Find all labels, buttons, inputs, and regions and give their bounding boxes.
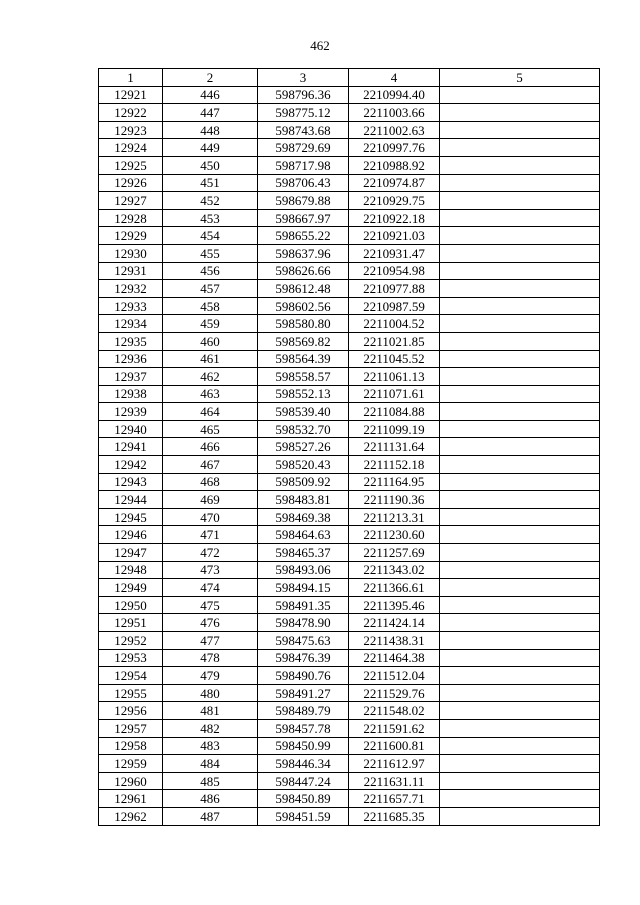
table-cell-col-2: 474	[163, 579, 258, 597]
table-cell-col-5	[440, 227, 600, 245]
table-cell-col-4: 2210974.87	[349, 174, 440, 192]
table-cell-col-4: 2210987.59	[349, 297, 440, 315]
table-cell-col-5	[440, 86, 600, 104]
table-cell-col-2: 473	[163, 561, 258, 579]
table-cell-col-1: 12923	[99, 121, 163, 139]
table-row	[99, 508, 600, 526]
table-cell-col-4: 2211548.02	[349, 702, 440, 720]
table-cell-col-4: 2211213.31	[349, 508, 440, 526]
table-cell-col-1: 12958	[99, 737, 163, 755]
table-cell-col-4: 2211424.14	[349, 614, 440, 632]
table-cell-col-5	[440, 790, 600, 808]
table-cell-col-4: 2211512.04	[349, 667, 440, 685]
table-cell-col-4: 2210977.88	[349, 280, 440, 298]
column-header-3: 3	[258, 69, 349, 87]
table-cell-col-3: 598483.81	[258, 491, 349, 509]
table-cell-col-2: 447	[163, 104, 258, 122]
table-cell-col-1: 12932	[99, 280, 163, 298]
table-row	[99, 315, 600, 333]
table-cell-col-1: 12948	[99, 561, 163, 579]
table-row	[99, 262, 600, 280]
table-cell-col-3: 598451.59	[258, 807, 349, 825]
table-cell-col-5	[440, 297, 600, 315]
table-cell-col-3: 598655.22	[258, 227, 349, 245]
table-cell-col-4: 2211257.69	[349, 544, 440, 562]
table-cell-col-1: 12942	[99, 456, 163, 474]
table-cell-col-4: 2211190.36	[349, 491, 440, 509]
table-cell-col-5	[440, 280, 600, 298]
table-cell-col-5	[440, 403, 600, 421]
table-cell-col-5	[440, 174, 600, 192]
table-row	[99, 209, 600, 227]
table-cell-col-1: 12940	[99, 420, 163, 438]
table-cell-col-3: 598469.38	[258, 508, 349, 526]
table-cell-col-1: 12939	[99, 403, 163, 421]
table-cell-col-1: 12924	[99, 139, 163, 157]
table-row	[99, 614, 600, 632]
table-row	[99, 385, 600, 403]
table-cell-col-1: 12935	[99, 332, 163, 350]
table-body	[99, 86, 600, 825]
table-cell-col-5	[440, 491, 600, 509]
table-cell-col-3: 598729.69	[258, 139, 349, 157]
table-cell-col-3: 598446.34	[258, 755, 349, 773]
table-cell-col-2: 461	[163, 350, 258, 368]
table-cell-col-2: 454	[163, 227, 258, 245]
table-cell-col-5	[440, 737, 600, 755]
table-cell-col-4: 2211529.76	[349, 684, 440, 702]
table-cell-col-2: 485	[163, 772, 258, 790]
table-cell-col-3: 598494.15	[258, 579, 349, 597]
table-cell-col-1: 12921	[99, 86, 163, 104]
table-row	[99, 403, 600, 421]
table-row	[99, 438, 600, 456]
table-cell-col-2: 458	[163, 297, 258, 315]
table-cell-col-2: 465	[163, 420, 258, 438]
table-cell-col-4: 2211071.61	[349, 385, 440, 403]
table-cell-col-1: 12954	[99, 667, 163, 685]
table-cell-col-4: 2211230.60	[349, 526, 440, 544]
table-row	[99, 544, 600, 562]
table-cell-col-1: 12929	[99, 227, 163, 245]
table-cell-col-3: 598602.56	[258, 297, 349, 315]
table-cell-col-3: 598796.36	[258, 86, 349, 104]
table-cell-col-5	[440, 684, 600, 702]
table-cell-col-3: 598637.96	[258, 244, 349, 262]
table-cell-col-5	[440, 755, 600, 773]
table-cell-col-2: 452	[163, 192, 258, 210]
table-row	[99, 297, 600, 315]
table-row	[99, 561, 600, 579]
table-cell-col-3: 598679.88	[258, 192, 349, 210]
table-cell-col-3: 598775.12	[258, 104, 349, 122]
table-cell-col-2: 459	[163, 315, 258, 333]
table-row	[99, 526, 600, 544]
table-cell-col-1: 12941	[99, 438, 163, 456]
table-cell-col-3: 598667.97	[258, 209, 349, 227]
table-cell-col-1: 12962	[99, 807, 163, 825]
table-cell-col-1: 12927	[99, 192, 163, 210]
table-cell-col-3: 598450.99	[258, 737, 349, 755]
table-cell-col-3: 598743.68	[258, 121, 349, 139]
table-cell-col-3: 598564.39	[258, 350, 349, 368]
table-cell-col-2: 457	[163, 280, 258, 298]
table-cell-col-5	[440, 456, 600, 474]
table-cell-col-5	[440, 209, 600, 227]
table-cell-col-4: 2211612.97	[349, 755, 440, 773]
table-cell-col-4: 2210988.92	[349, 156, 440, 174]
table-row	[99, 790, 600, 808]
column-header-5: 5	[440, 69, 600, 87]
table-row	[99, 473, 600, 491]
table-row	[99, 667, 600, 685]
column-header-1: 1	[99, 69, 163, 87]
table-cell-col-4: 2211591.62	[349, 719, 440, 737]
table-cell-col-3: 598491.27	[258, 684, 349, 702]
table-cell-col-3: 598491.35	[258, 596, 349, 614]
table-cell-col-3: 598552.13	[258, 385, 349, 403]
table-row	[99, 807, 600, 825]
table-cell-col-3: 598478.90	[258, 614, 349, 632]
table-cell-col-5	[440, 649, 600, 667]
table-cell-col-5	[440, 192, 600, 210]
table-cell-col-5	[440, 508, 600, 526]
table-row	[99, 719, 600, 737]
table-cell-col-3: 598465.37	[258, 544, 349, 562]
table-cell-col-2: 477	[163, 632, 258, 650]
table-row	[99, 192, 600, 210]
table-cell-col-3: 598509.92	[258, 473, 349, 491]
table-cell-col-4: 2211021.85	[349, 332, 440, 350]
table-row	[99, 104, 600, 122]
table-cell-col-2: 463	[163, 385, 258, 403]
table-cell-col-1: 12955	[99, 684, 163, 702]
table-cell-col-5	[440, 632, 600, 650]
table-cell-col-2: 462	[163, 368, 258, 386]
table-cell-col-4: 2210921.03	[349, 227, 440, 245]
table-cell-col-2: 448	[163, 121, 258, 139]
table-cell-col-4: 2211685.35	[349, 807, 440, 825]
table-cell-col-2: 486	[163, 790, 258, 808]
table-cell-col-1: 12960	[99, 772, 163, 790]
table-cell-col-2: 468	[163, 473, 258, 491]
table-cell-col-4: 2210954.98	[349, 262, 440, 280]
table-cell-col-5	[440, 579, 600, 597]
table-cell-col-3: 598706.43	[258, 174, 349, 192]
table-cell-col-3: 598464.63	[258, 526, 349, 544]
table-cell-col-5	[440, 350, 600, 368]
table-cell-col-5	[440, 315, 600, 333]
table-cell-col-2: 482	[163, 719, 258, 737]
table-header	[99, 69, 600, 87]
table-cell-col-3: 598626.66	[258, 262, 349, 280]
table-row	[99, 350, 600, 368]
table-cell-col-3: 598527.26	[258, 438, 349, 456]
table-cell-col-2: 469	[163, 491, 258, 509]
table-cell-col-4: 2211343.02	[349, 561, 440, 579]
table-cell-col-4: 2211002.63	[349, 121, 440, 139]
table-cell-col-4: 2211131.64	[349, 438, 440, 456]
table-cell-col-4: 2211395.46	[349, 596, 440, 614]
table-cell-col-1: 12959	[99, 755, 163, 773]
table-cell-col-1: 12956	[99, 702, 163, 720]
table-cell-col-2: 487	[163, 807, 258, 825]
table-row	[99, 684, 600, 702]
table-cell-col-5	[440, 473, 600, 491]
table-cell-col-5	[440, 544, 600, 562]
table-row	[99, 491, 600, 509]
table-cell-col-1: 12961	[99, 790, 163, 808]
table-cell-col-1: 12944	[99, 491, 163, 509]
table-row	[99, 86, 600, 104]
table-cell-col-5	[440, 262, 600, 280]
table-cell-col-5	[440, 772, 600, 790]
table-cell-col-1: 12926	[99, 174, 163, 192]
table-row	[99, 368, 600, 386]
table-cell-col-2: 451	[163, 174, 258, 192]
table-cell-col-4: 2211657.71	[349, 790, 440, 808]
table-cell-col-5	[440, 702, 600, 720]
table-cell-col-5	[440, 438, 600, 456]
table-cell-col-3: 598475.63	[258, 632, 349, 650]
table-cell-col-4: 2210994.40	[349, 86, 440, 104]
table-cell-col-2: 467	[163, 456, 258, 474]
header-row	[99, 69, 600, 87]
table-cell-col-1: 12951	[99, 614, 163, 632]
table-cell-col-1: 12947	[99, 544, 163, 562]
table-row	[99, 420, 600, 438]
table-cell-col-2: 455	[163, 244, 258, 262]
table-cell-col-1: 12946	[99, 526, 163, 544]
page-number: 462	[310, 38, 330, 53]
table-cell-col-2: 460	[163, 332, 258, 350]
table-cell-col-5	[440, 526, 600, 544]
table-cell-col-3: 598520.43	[258, 456, 349, 474]
table-cell-col-2: 484	[163, 755, 258, 773]
table-cell-col-1: 12937	[99, 368, 163, 386]
table-cell-col-2: 478	[163, 649, 258, 667]
table-cell-col-5	[440, 244, 600, 262]
table-cell-col-5	[440, 156, 600, 174]
table-cell-col-2: 476	[163, 614, 258, 632]
table-cell-col-3: 598476.39	[258, 649, 349, 667]
table-cell-col-2: 471	[163, 526, 258, 544]
table-cell-col-5	[440, 368, 600, 386]
table-cell-col-4: 2210929.75	[349, 192, 440, 210]
table-cell-col-5	[440, 561, 600, 579]
table-row	[99, 702, 600, 720]
table-cell-col-1: 12931	[99, 262, 163, 280]
table-cell-col-4: 2210997.76	[349, 139, 440, 157]
table-cell-col-1: 12930	[99, 244, 163, 262]
table-cell-col-2: 449	[163, 139, 258, 157]
table-cell-col-1: 12952	[99, 632, 163, 650]
table-cell-col-5	[440, 121, 600, 139]
table-cell-col-4: 2211164.95	[349, 473, 440, 491]
table-row	[99, 174, 600, 192]
table-cell-col-4: 2211003.66	[349, 104, 440, 122]
table-cell-col-2: 456	[163, 262, 258, 280]
table-cell-col-2: 481	[163, 702, 258, 720]
table-row	[99, 332, 600, 350]
table-row	[99, 579, 600, 597]
table-cell-col-1: 12957	[99, 719, 163, 737]
table-cell-col-4: 2211438.31	[349, 632, 440, 650]
table-cell-col-2: 475	[163, 596, 258, 614]
table-cell-col-5	[440, 807, 600, 825]
table-cell-col-4: 2210931.47	[349, 244, 440, 262]
table-row	[99, 596, 600, 614]
table-row	[99, 737, 600, 755]
table-cell-col-4: 2211045.52	[349, 350, 440, 368]
table-cell-col-2: 450	[163, 156, 258, 174]
table-cell-col-3: 598569.82	[258, 332, 349, 350]
table-cell-col-3: 598490.76	[258, 667, 349, 685]
table-cell-col-2: 464	[163, 403, 258, 421]
table-row	[99, 649, 600, 667]
table-cell-col-4: 2211061.13	[349, 368, 440, 386]
table-cell-col-4: 2211099.19	[349, 420, 440, 438]
table-cell-col-4: 2211084.88	[349, 403, 440, 421]
table-cell-col-3: 598532.70	[258, 420, 349, 438]
table-cell-col-3: 598450.89	[258, 790, 349, 808]
table-cell-col-2: 453	[163, 209, 258, 227]
table-cell-col-1: 12938	[99, 385, 163, 403]
table-row	[99, 632, 600, 650]
table-cell-col-5	[440, 139, 600, 157]
table-cell-col-1: 12925	[99, 156, 163, 174]
table-cell-col-1: 12949	[99, 579, 163, 597]
table-cell-col-5	[440, 719, 600, 737]
table-row	[99, 755, 600, 773]
table-cell-col-3: 598612.48	[258, 280, 349, 298]
table-cell-col-4: 2211464.38	[349, 649, 440, 667]
table-cell-col-5	[440, 332, 600, 350]
table-cell-col-3: 598447.24	[258, 772, 349, 790]
coordinates-table	[98, 68, 600, 826]
table-cell-col-1: 12943	[99, 473, 163, 491]
table-cell-col-4: 2211152.18	[349, 456, 440, 474]
table-cell-col-4: 2211631.11	[349, 772, 440, 790]
table-cell-col-4: 2211600.81	[349, 737, 440, 755]
table-cell-col-1: 12928	[99, 209, 163, 227]
table-cell-col-3: 598580.80	[258, 315, 349, 333]
table-cell-col-4: 2211366.61	[349, 579, 440, 597]
table-cell-col-2: 446	[163, 86, 258, 104]
table-cell-col-4: 2210922.18	[349, 209, 440, 227]
table-cell-col-3: 598717.98	[258, 156, 349, 174]
table-cell-col-2: 479	[163, 667, 258, 685]
column-header-4: 4	[349, 69, 440, 87]
table-cell-col-1: 12922	[99, 104, 163, 122]
table-cell-col-3: 598489.79	[258, 702, 349, 720]
table-cell-col-2: 466	[163, 438, 258, 456]
table-cell-col-1: 12953	[99, 649, 163, 667]
table-row	[99, 456, 600, 474]
table-cell-col-2: 472	[163, 544, 258, 562]
table-row	[99, 244, 600, 262]
table-cell-col-1: 12934	[99, 315, 163, 333]
table-row	[99, 156, 600, 174]
table-cell-col-1: 12950	[99, 596, 163, 614]
table-cell-col-2: 470	[163, 508, 258, 526]
column-header-2: 2	[163, 69, 258, 87]
table-cell-col-3: 598457.78	[258, 719, 349, 737]
table-cell-col-1: 12945	[99, 508, 163, 526]
table-row	[99, 121, 600, 139]
table-cell-col-5	[440, 104, 600, 122]
table-cell-col-2: 483	[163, 737, 258, 755]
table-cell-col-4: 2211004.52	[349, 315, 440, 333]
table-cell-col-5	[440, 667, 600, 685]
table-row	[99, 227, 600, 245]
table-row	[99, 772, 600, 790]
table-cell-col-3: 598493.06	[258, 561, 349, 579]
table-cell-col-1: 12933	[99, 297, 163, 315]
table-cell-col-5	[440, 614, 600, 632]
table-cell-col-3: 598539.40	[258, 403, 349, 421]
table-cell-col-5	[440, 420, 600, 438]
table-cell-col-1: 12936	[99, 350, 163, 368]
table-cell-col-3: 598558.57	[258, 368, 349, 386]
table-cell-col-2: 480	[163, 684, 258, 702]
table-cell-col-5	[440, 385, 600, 403]
table-row	[99, 139, 600, 157]
table-row	[99, 280, 600, 298]
table-cell-col-5	[440, 596, 600, 614]
